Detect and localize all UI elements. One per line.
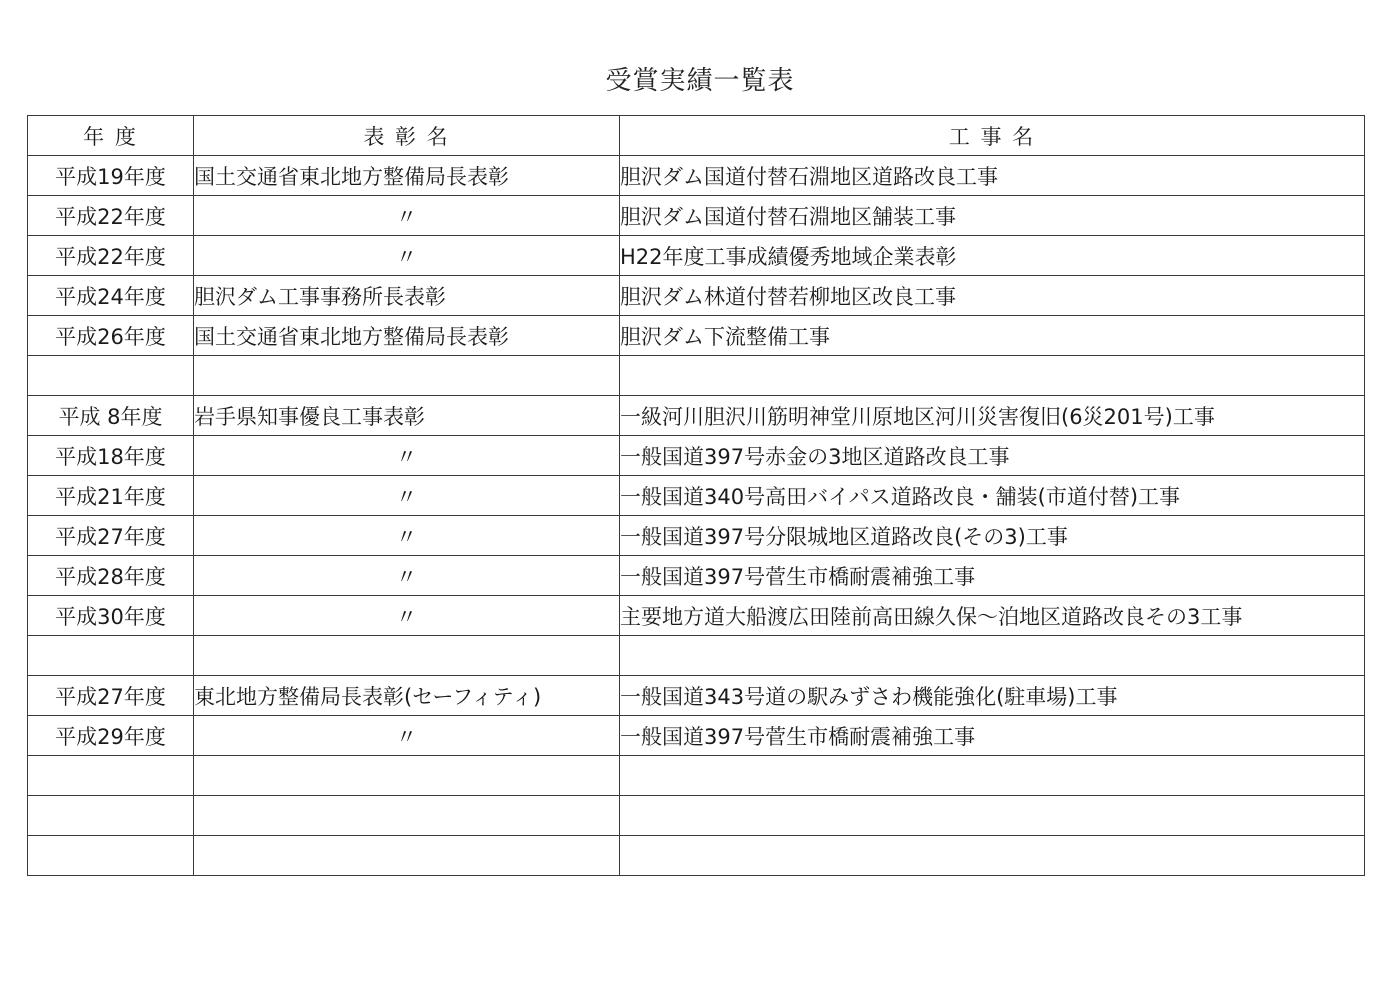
row-year	[28, 356, 194, 396]
row-work-name: 胆沢ダム国道付替石淵地区道路改良工事	[620, 156, 1365, 196]
table-row	[28, 316, 1365, 356]
table-row	[28, 276, 1365, 316]
row-work-name	[620, 356, 1365, 396]
table-row	[28, 356, 1365, 396]
row-award-name	[194, 556, 620, 596]
row-work-name: 一般国道397号菅生市橋耐震補強工事	[620, 556, 1365, 596]
table-row	[28, 236, 1365, 276]
row-work-name: 主要地方道大船渡広田陸前高田線久保～泊地区道路改良その3工事	[620, 596, 1365, 636]
row-year	[28, 636, 194, 676]
row-work-name: 胆沢ダム下流整備工事	[620, 316, 1365, 356]
table-row	[28, 756, 1365, 796]
header-year: 年 度	[28, 116, 194, 156]
ditto-mark: 〃	[396, 444, 417, 469]
ditto-mark: 〃	[396, 564, 417, 589]
header-award-name: 表 彰 名	[194, 116, 620, 156]
row-award-name	[194, 196, 620, 236]
row-year: 平成30年度	[28, 596, 194, 636]
row-award-name	[194, 836, 620, 876]
row-year: 平成21年度	[28, 476, 194, 516]
row-work-name: 一般国道397号赤金の3地区道路改良工事	[620, 436, 1365, 476]
table-row	[28, 196, 1365, 236]
row-year: 平成19年度	[28, 156, 194, 196]
row-year: 平成28年度	[28, 556, 194, 596]
row-year: 平成27年度	[28, 676, 194, 716]
row-year: 平成26年度	[28, 316, 194, 356]
table-row	[28, 476, 1365, 516]
row-award-name	[194, 756, 620, 796]
row-award-name: 国土交通省東北地方整備局長表彰	[194, 316, 620, 356]
header-work-name: 工 事 名	[620, 116, 1365, 156]
row-award-name	[194, 596, 620, 636]
row-award-name	[194, 516, 620, 556]
row-year: 平成27年度	[28, 516, 194, 556]
table-row	[28, 436, 1365, 476]
row-year: 平成22年度	[28, 196, 194, 236]
row-work-name	[620, 796, 1365, 836]
ditto-mark: 〃	[396, 604, 417, 629]
row-work-name: H22年度工事成績優秀地域企業表彰	[620, 236, 1365, 276]
row-year: 平成18年度	[28, 436, 194, 476]
table-header-row	[28, 116, 1365, 156]
ditto-mark: 〃	[396, 484, 417, 509]
ditto-mark: 〃	[396, 204, 417, 229]
row-award-name: 胆沢ダム工事事務所長表彰	[194, 276, 620, 316]
row-work-name	[620, 636, 1365, 676]
row-work-name: 一般国道340号高田バイパス道路改良・舗装(市道付替)工事	[620, 476, 1365, 516]
table-body	[28, 156, 1365, 876]
row-year: 平成22年度	[28, 236, 194, 276]
table-row	[28, 516, 1365, 556]
row-award-name: 東北地方整備局長表彰(セーフィティ)	[194, 676, 620, 716]
row-award-name	[194, 476, 620, 516]
table-row	[28, 676, 1365, 716]
row-award-name	[194, 356, 620, 396]
row-work-name: 一級河川胆沢川筋明神堂川原地区河川災害復旧(6災201号)工事	[620, 396, 1365, 436]
ditto-mark: 〃	[396, 524, 417, 549]
row-award-name	[194, 716, 620, 756]
row-year	[28, 796, 194, 836]
ditto-mark: 〃	[396, 724, 417, 749]
row-award-name: 岩手県知事優良工事表彰	[194, 396, 620, 436]
row-work-name: 胆沢ダム林道付替若柳地区改良工事	[620, 276, 1365, 316]
row-year: 平成29年度	[28, 716, 194, 756]
table-row	[28, 156, 1365, 196]
row-work-name: 一般国道397号菅生市橋耐震補強工事	[620, 716, 1365, 756]
row-year: 平成24年度	[28, 276, 194, 316]
row-award-name: 国土交通省東北地方整備局長表彰	[194, 156, 620, 196]
row-year	[28, 836, 194, 876]
table-row	[28, 716, 1365, 756]
row-work-name	[620, 756, 1365, 796]
row-work-name: 一般国道397号分限城地区道路改良(その3)工事	[620, 516, 1365, 556]
row-year	[28, 756, 194, 796]
row-work-name	[620, 836, 1365, 876]
table-row	[28, 636, 1365, 676]
table-row	[28, 556, 1365, 596]
row-award-name	[194, 636, 620, 676]
table-row	[28, 836, 1365, 876]
awards-table	[27, 115, 1365, 876]
row-award-name	[194, 796, 620, 836]
row-award-name	[194, 436, 620, 476]
row-year: 平成 8年度	[28, 396, 194, 436]
ditto-mark: 〃	[396, 244, 417, 269]
table-row	[28, 796, 1365, 836]
table-row	[28, 596, 1365, 636]
table-row	[28, 396, 1365, 436]
page-title: 受賞実績一覧表	[605, 66, 795, 96]
row-award-name	[194, 236, 620, 276]
row-work-name: 胆沢ダム国道付替石淵地区舗装工事	[620, 196, 1365, 236]
row-work-name: 一般国道343号道の駅みずさわ機能強化(駐車場)工事	[620, 676, 1365, 716]
